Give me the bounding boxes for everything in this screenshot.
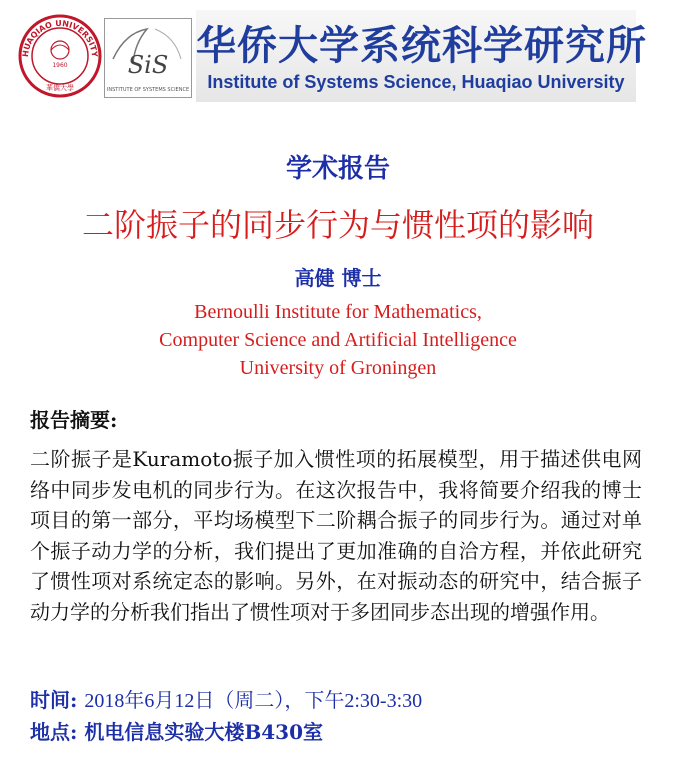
seal-text: HUAQIAO UNIVERSITY	[20, 18, 100, 58]
sis-emblem-icon	[105, 19, 191, 97]
place-label: 地点:	[30, 720, 78, 744]
affiliation-line: Computer Science and Artificial Intelligence	[159, 329, 517, 351]
institute-banner	[196, 10, 647, 102]
banner-english-title: Institute of Systems Science, Huaqiao University	[207, 72, 625, 92]
sis-logo-text: SiS	[127, 51, 169, 79]
time-info	[30, 684, 422, 713]
page-heading: 学术报告	[285, 154, 390, 184]
affiliation-line: Bernoulli Institute for Mathematics,	[194, 301, 482, 323]
seal-year: 1960	[52, 62, 68, 69]
abstract-text: 二阶振子是Kuramoto振子加入惯性项的拓展模型，用于描述供电网络中同步发电机的同步行为。在这次报告中，我将简要介绍我的博士项目的第一部分，平均场模型下二阶耦合振子的同步行为。通过对单个振子动力学的分析，我们提出了更加准确的自洽方程，并依此研究了惯性项对系统定态的影响。另外，在对振动态的研究中，结合振子动力学的分析我们指出了惯性项对于多团同步态出现的增强作用。	[30, 447, 642, 624]
affiliation-line: University of Groningen	[239, 357, 437, 379]
place-info	[30, 716, 323, 745]
place-value: 机电信息实验大楼B430室	[84, 720, 324, 744]
banner-chinese-title: 华侨大学系统科学研究所	[196, 23, 647, 69]
speaker-affiliation	[0, 298, 676, 382]
university-seal-logo	[18, 14, 102, 98]
talk-title: 二阶振子的同步行为与惯性项的影响	[81, 206, 594, 244]
page-header	[18, 8, 647, 102]
time-label: 时间:	[30, 688, 78, 712]
sis-logo	[104, 18, 192, 98]
time-value: 2018年6月12日（周二），下午2:30-3:30	[84, 690, 423, 712]
seal-cn-text: 華僑大學	[46, 84, 74, 92]
abstract-label: 报告摘要:	[30, 408, 118, 432]
sis-logo-caption: INSTITUTE OF SYSTEMS SCIENCE	[106, 87, 190, 93]
speaker-name: 高健 博士	[294, 266, 382, 290]
